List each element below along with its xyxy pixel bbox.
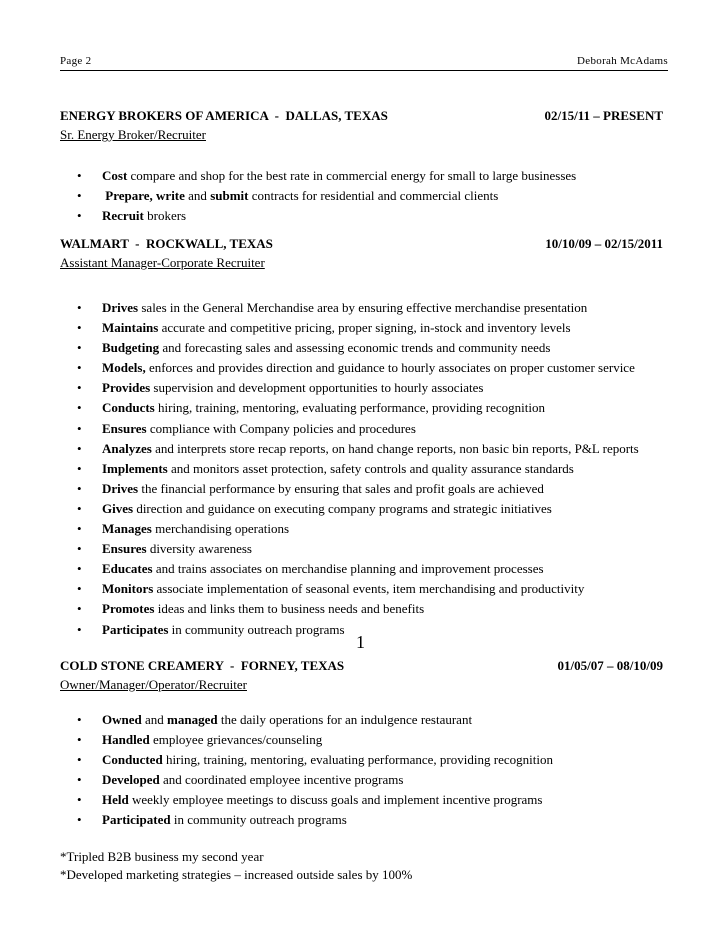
duty-list [60,710,668,831]
bullet-icon: • [77,752,82,768]
page-number: 1 [356,632,365,652]
duty-item: • Educates and trains associates on merchandise planning and improvement processes [60,559,668,579]
duty-item: • Developed and coordinated employee incentive programs [60,770,668,790]
bullet-icon: • [77,541,82,557]
bullet-icon: • [77,168,82,183]
bullet-icon: • [77,320,82,336]
duty-item: • Ensures compliance with Company policies and procedures [60,419,668,439]
duty-item: • Manages merchandising operations [60,519,668,539]
duty-item: • Monitors associate implementation of seasonal events, item merchandising and productivity [60,579,668,599]
job-heading [60,108,668,126]
bullet-icon: • [77,300,82,315]
bullet-icon: • [77,480,82,496]
employment-dates: 01/05/07 – 08/10/09 [557,658,663,673]
duty-item: • Owned and managed the daily operations for an indulgence restaurant [60,710,668,730]
duty-item: • Provides supervision and development opportunities to hourly associates [60,378,668,398]
bullet-icon: • [77,340,82,356]
bullet-icon: • [77,400,82,416]
duty-item: • Drives the financial performance by ensuring that sales and profit goals are achieved [60,479,668,499]
job-heading [60,658,668,676]
employment-dates: 02/15/11 – PRESENT [544,108,663,123]
bullet-icon: • [77,601,82,617]
bullet-icon: • [77,460,82,476]
bullet-icon: • [77,521,82,537]
bullet-icon: • [77,208,82,224]
job-section [60,108,668,226]
duty-item: • Promotes ideas and links them to business needs and benefits [60,599,668,619]
employment-dates: 10/10/09 – 02/15/2011 [545,236,663,251]
job-title: Sr. Energy Broker/Recruiter [60,127,206,142]
duty-list [60,166,668,226]
duty-item: • Recruit brokers [60,206,668,226]
duty-item: • Drives sales in the General Merchandise area by ensuring effective merchandise presentation [60,298,668,318]
duty-item: • Gives direction and guidance on executing company programs and strategic initiatives [60,499,668,519]
duty-item: • Participates in community outreach programs [60,620,668,640]
company-name: ENERGY BROKERS OF AMERICA - DALLAS, TEXAS [60,108,388,123]
job-section [60,236,668,640]
bullet-icon: • [77,792,82,808]
bullet-icon: • [77,732,82,748]
duty-list [60,298,668,640]
duty-item: • Held weekly employee meetings to discuss goals and implement incentive programs [60,790,668,810]
duty-item: • Conducts hiring, training, mentoring, evaluating performance, providing recognition [60,398,668,418]
note-line: *Tripled B2B business my second year [60,849,264,864]
header-divider [60,70,668,71]
bullet-icon: • [77,812,82,828]
job-title: Assistant Manager-Corporate Recruiter [60,255,265,270]
bullet-icon: • [77,621,82,637]
duty-item: • Implements and monitors asset protection, safety controls and quality assurance standards [60,459,668,479]
note-line: *Developed marketing strategies – increased outside sales by 100% [60,867,413,882]
job-heading [60,236,668,254]
duty-item: • Analyzes and interprets store recap reports, on hand change reports, non basic bin reports, P&L reports [60,439,668,459]
bullet-icon: • [77,712,82,727]
job-section [60,658,668,831]
achievement-notes [60,848,412,884]
bullet-icon: • [77,380,82,396]
bullet-icon: • [77,360,82,376]
company-name: WALMART - ROCKWALL, TEXAS [60,236,273,251]
bullet-icon: • [77,420,82,436]
job-title: Owner/Manager/Operator/Recruiter [60,677,247,692]
bullet-icon: • [77,188,82,204]
company-name: COLD STONE CREAMERY - FORNEY, TEXAS [60,658,345,673]
bullet-icon: • [77,440,82,456]
bullet-icon: • [77,581,82,597]
duty-item: • Maintains accurate and competitive pricing, proper signing, in-stock and inventory levels [60,318,668,338]
page-label: Page 2 [60,55,92,67]
duty-item: • Cost compare and shop for the best rate in commercial energy for small to large businesses [60,166,668,186]
duty-item: • Ensures diversity awareness [60,539,668,559]
bullet-icon: • [77,500,82,516]
duty-item: • Handled employee grievances/counseling [60,730,668,750]
duty-item: • Models, enforces and provides direction and guidance to hourly associates on proper customer service [60,358,668,378]
duty-item: • Participated in community outreach programs [60,810,668,830]
duty-item: • Prepare, write and submit contracts for residential and commercial clients [60,186,668,206]
bullet-icon: • [77,772,82,788]
author-name: Deborah McAdams [577,55,668,67]
duty-item: • Conducted hiring, training, mentoring, evaluating performance, providing recognition [60,750,668,770]
duty-item: • Budgeting and forecasting sales and assessing economic trends and community needs [60,338,668,358]
bullet-icon: • [77,561,82,577]
